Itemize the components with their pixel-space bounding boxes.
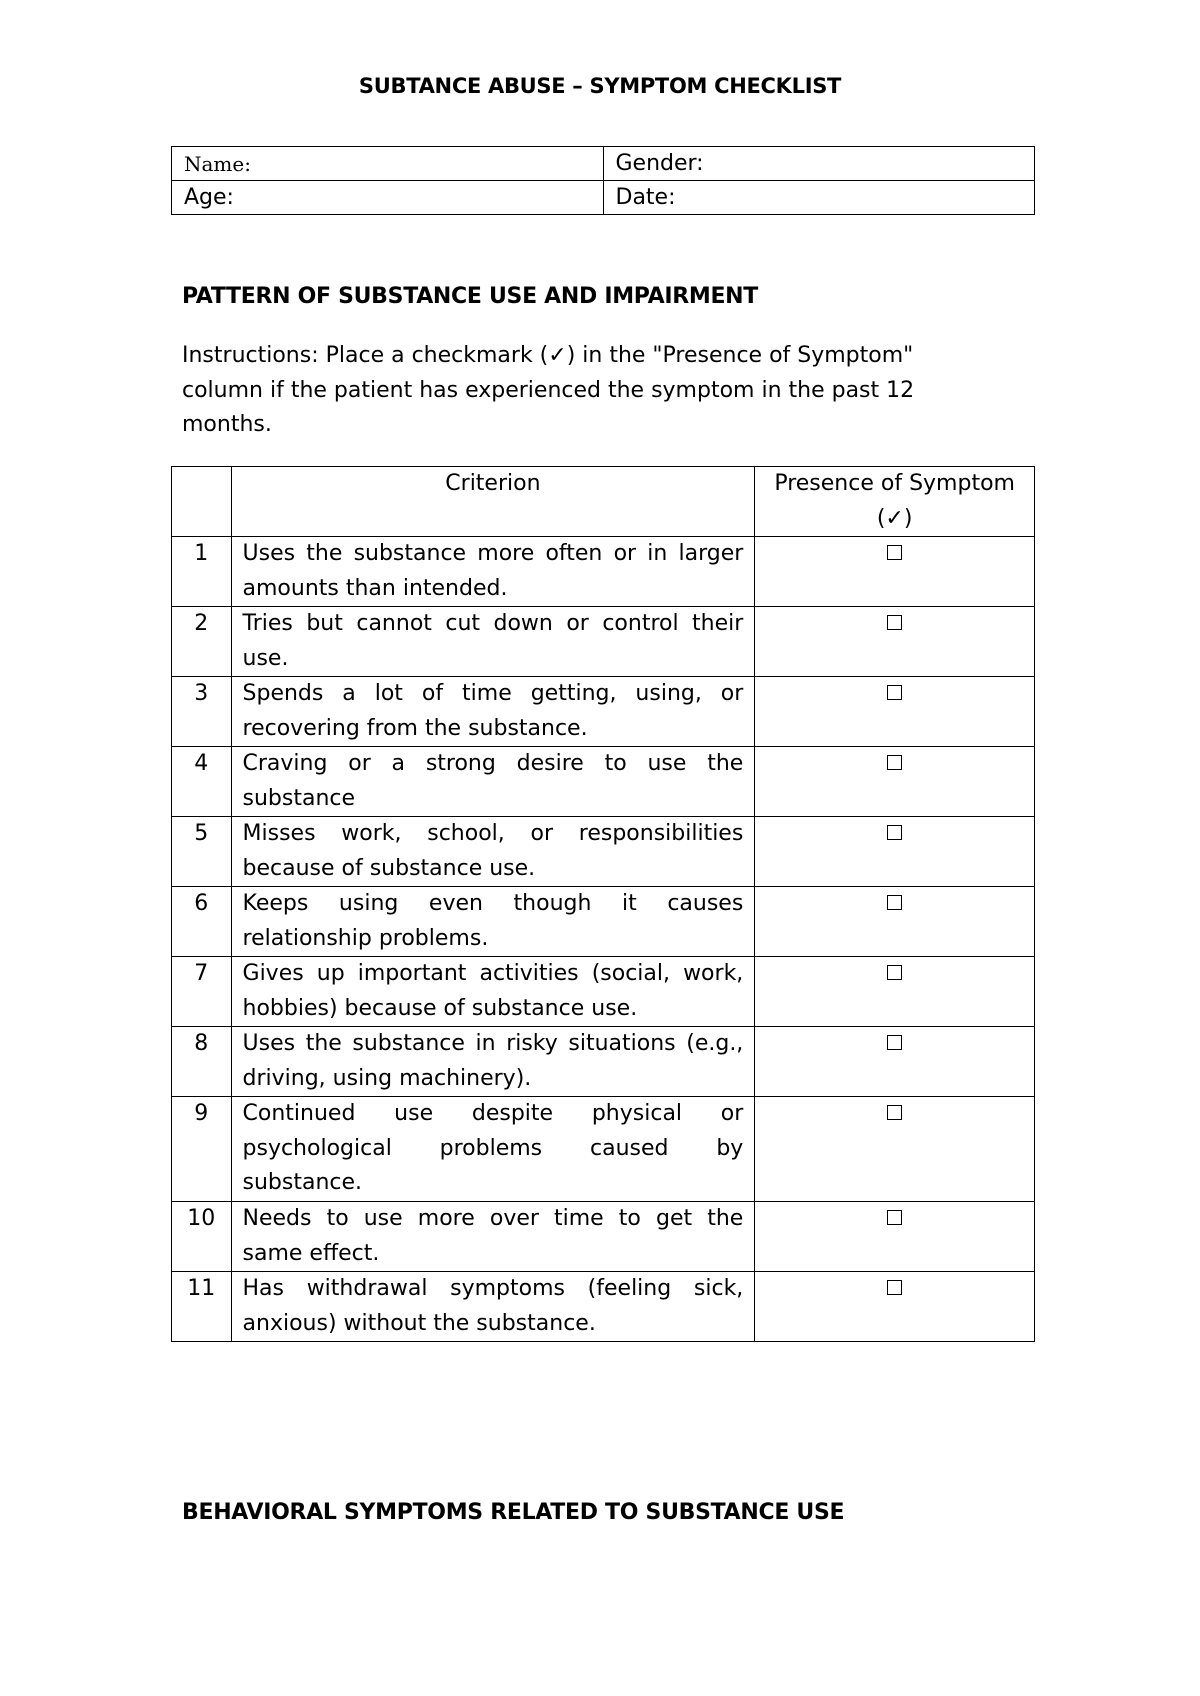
table-row [172,1027,1035,1097]
table-header-row [172,467,1035,537]
symptom-checkbox[interactable] [887,545,902,560]
row-presence [755,1272,1035,1342]
table-row [172,887,1035,957]
row-criterion: Tries but cannot cut down or control their use. [231,607,755,677]
document-title: SUBTANCE ABUSE – SYMPTOM CHECKLIST [358,74,842,98]
row-number: 3 [172,677,232,747]
header-criterion: Criterion [231,467,755,537]
row-criterion: Uses the substance more often or in larger amounts than intended. [231,537,755,607]
symptom-checkbox[interactable] [887,965,902,980]
instructions-text: Instructions: Place a checkmark (✓) in the "Presence of Symptom" column if the patient has experienced the symptom in the past 12 months. [182,343,915,437]
row-presence [755,747,1035,817]
symptom-checkbox[interactable] [887,1035,902,1050]
name-field[interactable]: Name: [172,147,604,181]
symptom-checkbox[interactable] [887,1280,902,1295]
row-criterion: Keeps using even though it causes relationship problems. [231,887,755,957]
row-criterion: Spends a lot of time getting, using, or recovering from the substance. [231,677,755,747]
row-criterion: Gives up important activities (social, work, hobbies) because of substance use. [231,957,755,1027]
age-field[interactable]: Age: [172,181,604,215]
row-presence [755,607,1035,677]
row-number: 11 [172,1272,232,1342]
row-criterion: Has withdrawal symptoms (feeling sick, anxious) without the substance. [231,1272,755,1342]
row-presence [755,1202,1035,1272]
gender-field[interactable]: Gender: [603,147,1035,181]
table-row [172,1202,1035,1272]
row-presence [755,1027,1035,1097]
symptom-checkbox[interactable] [887,1210,902,1225]
row-number: 4 [172,747,232,817]
table-row [172,817,1035,887]
table-row [172,747,1035,817]
patient-info-table [171,146,1035,215]
row-presence [755,957,1035,1027]
header-presence: Presence of Symptom (✓) [755,467,1035,537]
row-presence [755,537,1035,607]
section-heading-pattern: PATTERN OF SUBSTANCE USE AND IMPAIRMENT [182,284,758,309]
row-criterion: Uses the substance in risky situations (e.g., driving, using machinery). [231,1027,755,1097]
row-number: 9 [172,1097,232,1202]
table-row [172,1272,1035,1342]
row-criterion: Continued use despite physical or psychological problems caused by substance. [231,1097,755,1202]
section-heading-behavioral: BEHAVIORAL SYMPTOMS RELATED TO SUBSTANCE USE [182,1500,845,1525]
row-presence [755,1097,1035,1202]
symptom-checkbox[interactable] [887,615,902,630]
table-row [172,607,1035,677]
table-row [172,537,1035,607]
row-criterion: Misses work, school, or responsibilities because of substance use. [231,817,755,887]
row-number: 2 [172,607,232,677]
symptom-checkbox[interactable] [887,825,902,840]
table-row [172,1097,1035,1202]
row-criterion: Needs to use more over time to get the same effect. [231,1202,755,1272]
row-number: 7 [172,957,232,1027]
row-criterion: Craving or a strong desire to use the substance [231,747,755,817]
symptom-checkbox[interactable] [887,755,902,770]
row-number: 10 [172,1202,232,1272]
row-presence [755,887,1035,957]
row-number: 6 [172,887,232,957]
symptom-checkbox[interactable] [887,685,902,700]
row-number: 8 [172,1027,232,1097]
row-presence [755,677,1035,747]
date-field[interactable]: Date: [603,181,1035,215]
table-row [172,677,1035,747]
row-number: 5 [172,817,232,887]
symptom-checkbox[interactable] [887,1105,902,1120]
row-number: 1 [172,537,232,607]
symptom-checkbox[interactable] [887,895,902,910]
criteria-table [171,466,1035,1342]
row-presence [755,817,1035,887]
header-number [172,467,232,537]
table-row [172,957,1035,1027]
